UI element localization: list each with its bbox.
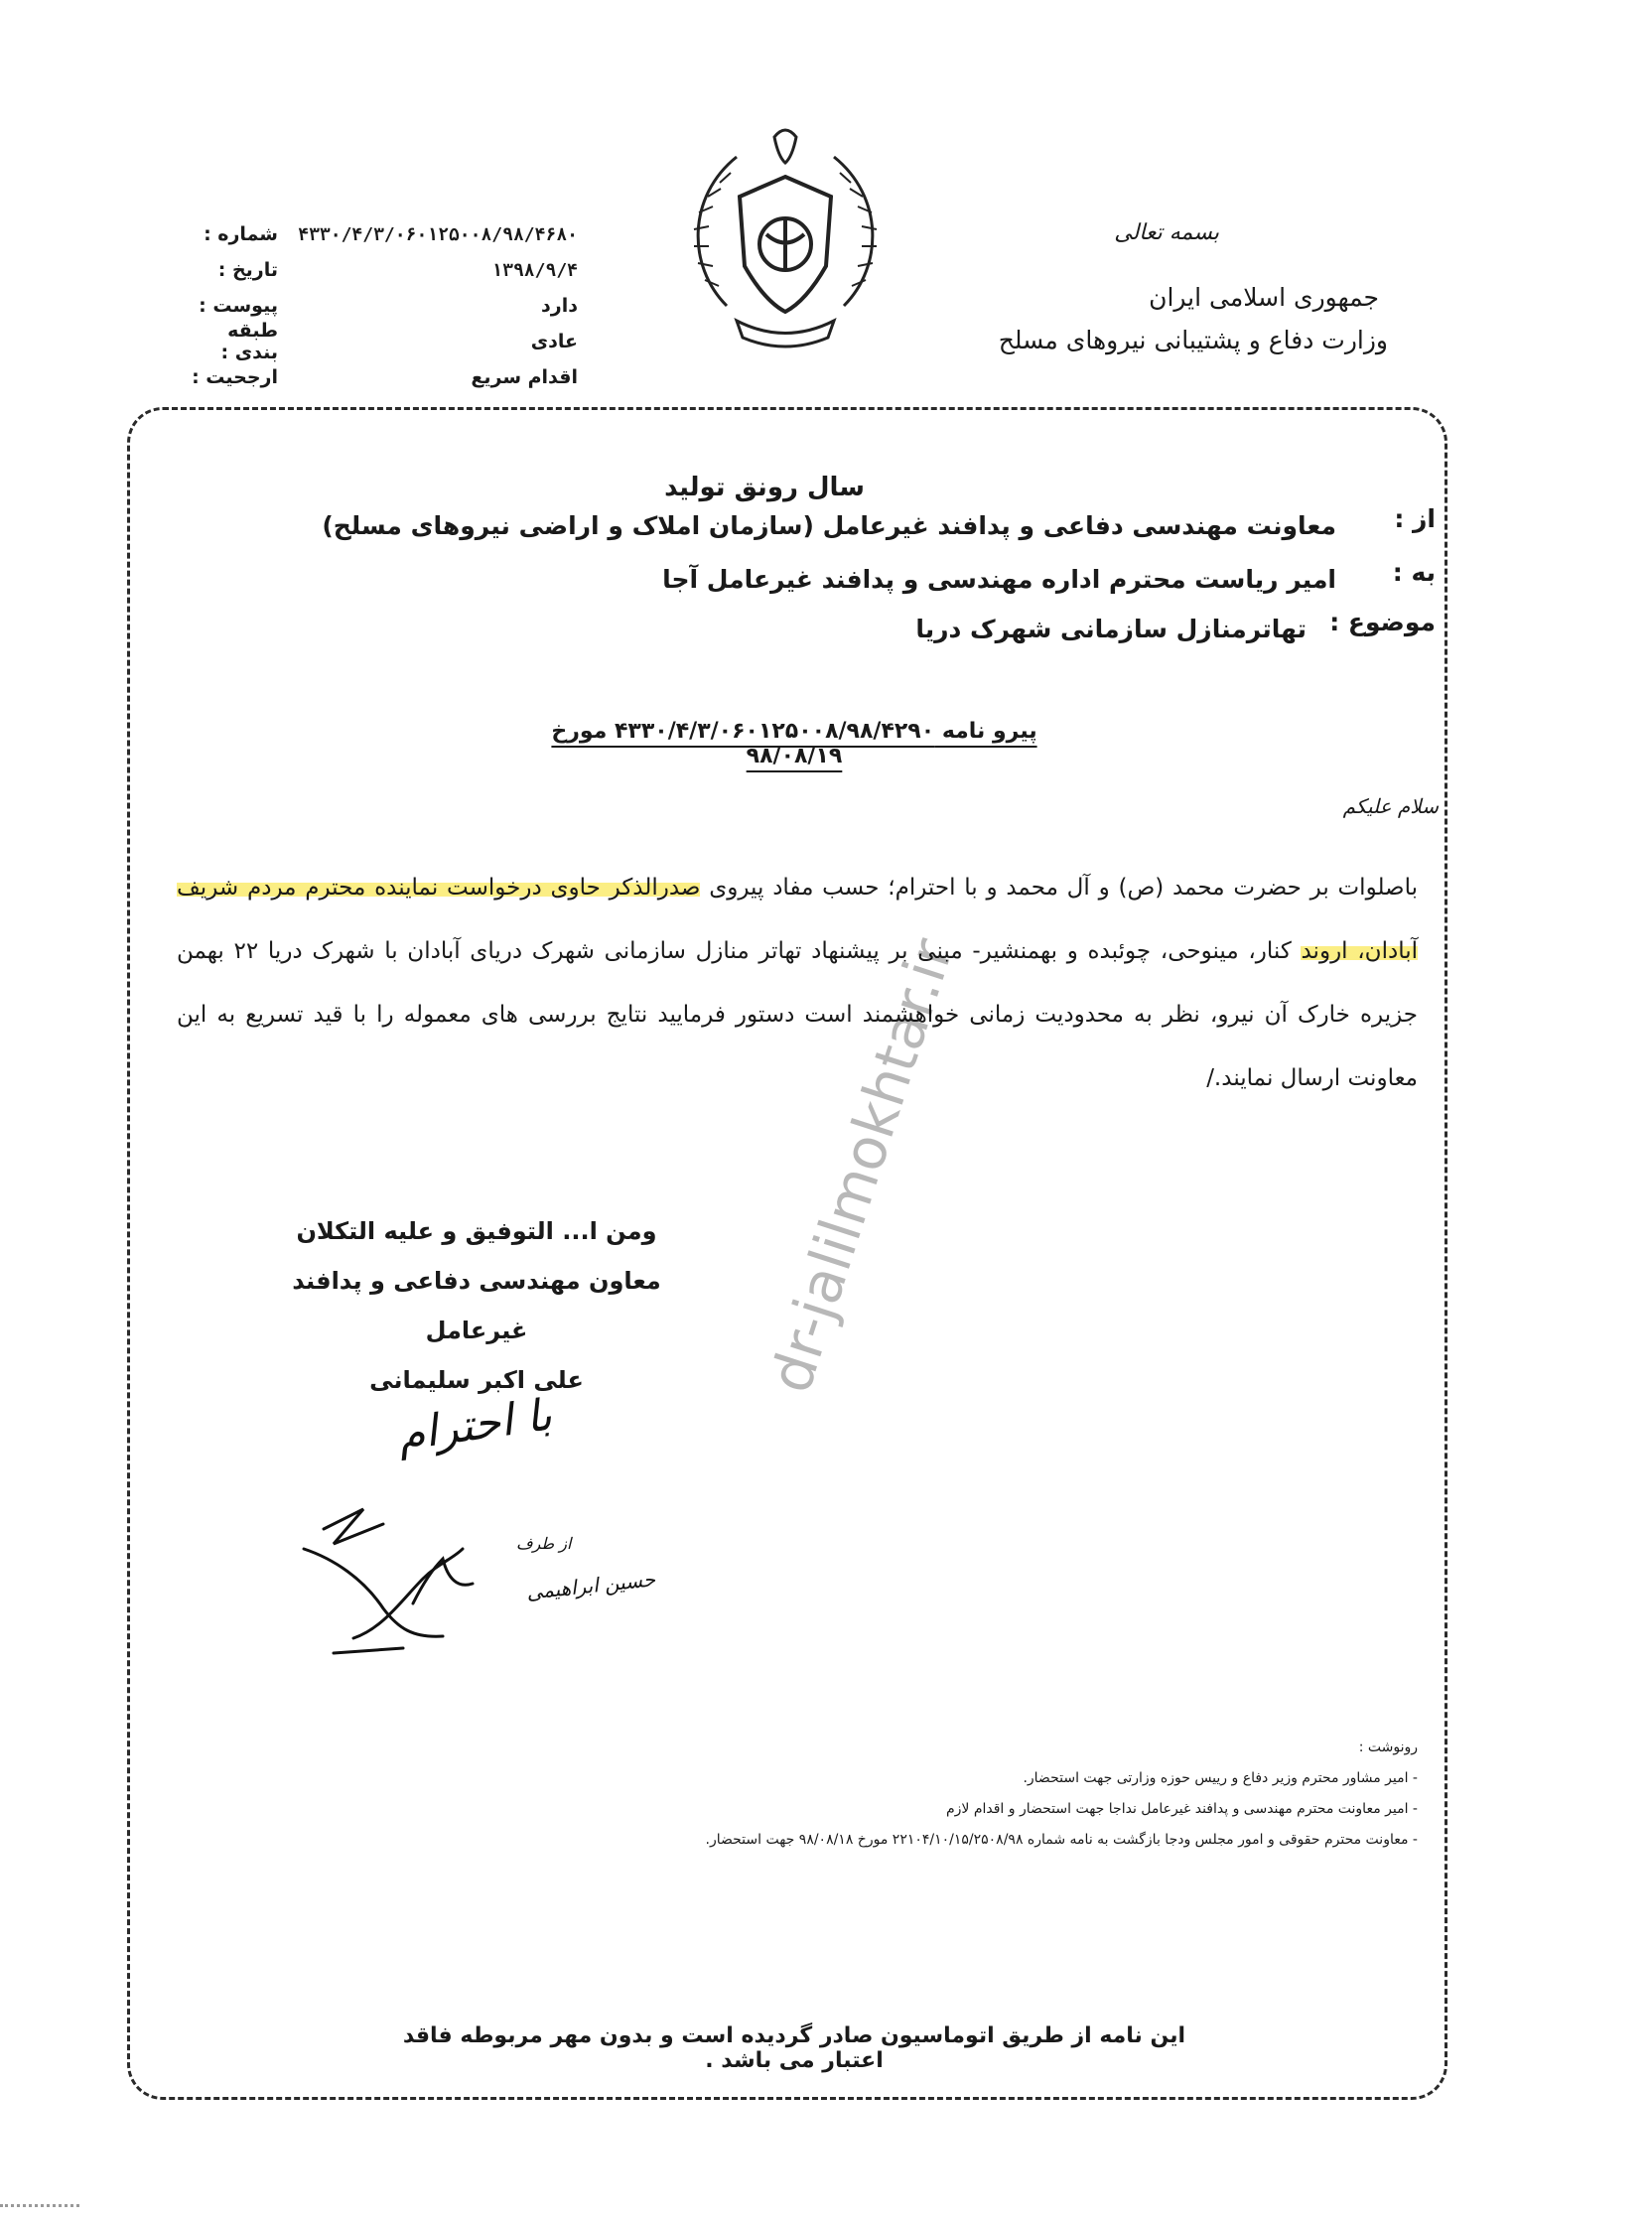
meta-label: پیوست : [199, 295, 278, 317]
ministry-emblem-logo [667, 117, 903, 355]
meta-value-date: ۱۳۹۸/۹/۴ [491, 259, 578, 281]
handwritten-respect: با احترام [394, 1389, 555, 1461]
meta-row-number [179, 216, 616, 252]
subject-label: موضوع : [1329, 608, 1436, 636]
signer-title: معاون مهندسی دفاعی و پدافند غیرعامل [292, 1267, 661, 1344]
republic-title: جمهوری اسلامی ایران [1149, 283, 1379, 312]
subject-line [284, 608, 1436, 651]
meta-label: تاریخ : [217, 259, 278, 281]
body-text-part1: باصلوات بر حضرت محمد (ص) و آل محمد و با احترام؛ حسب مفاد پیروی [700, 875, 1418, 901]
handwritten-name: حسین ابراهیمی [525, 1567, 657, 1604]
year-slogan: سال رونق تولید [664, 473, 865, 502]
ministry-title: وزارت دفاع و پشتیبانی نیروهای مسلح [998, 326, 1388, 354]
from-line [284, 504, 1436, 548]
meta-value-number: ۴۳۳۰/۴/۳/۰۶۰۱۲۵۰۰۸/۹۸/۴۶۸۰ [298, 223, 578, 245]
meta-label: ارجحیت : [192, 366, 278, 388]
reference-line: پیرو نامه ۴۳۳۰/۴/۳/۰۶۰۱۲۵۰۰۸/۹۸/۴۲۹۰ مورخ ۹۸/۰۸/۱۹ [551, 719, 1037, 768]
scan-edge-mark [0, 2204, 79, 2215]
meta-value-attachment: دارد [541, 295, 578, 317]
meta-value-priority: اقدام سریع [471, 366, 578, 388]
body-highlighted-text: صدرالذکر حاوی درخواست نماینده محترم مردم شریف آبادان، اروند [177, 875, 1418, 964]
signer-name: علی اکبر سلیمانی [369, 1366, 584, 1394]
signature-block [268, 1206, 685, 1405]
meta-row-classification [179, 320, 616, 363]
cc-list [524, 1733, 1418, 1856]
cc-item: - معاونت محترم حقوقی و امور مجلس ودجا بازگشت به نامه شماره ۲۲۱۰۴/۱۰/۱۵/۲۵۰۸/۹۸ مورخ ۹۸/۰۸/۱۸ جهت استحضار. [524, 1825, 1418, 1856]
to-value: امیر ریاست محترم اداره مهندسی و پدافند غیرعامل آجا [662, 565, 1336, 594]
meta-row-priority [179, 359, 616, 395]
meta-label: شماره : [204, 223, 278, 245]
closing-phrase: ومن ا... التوفیق و علیه التکلان [296, 1217, 657, 1245]
handwritten-note: از طرف [516, 1534, 572, 1553]
letter-meta [179, 216, 616, 395]
cc-title: رونوشت : [1358, 1739, 1418, 1755]
subject-value: تهاترمنازل سازمانی شهرک دریا [915, 615, 1307, 643]
watermark: dr-jalilmokhtar.ir [756, 930, 967, 1401]
greeting: سلام علیکم [1342, 794, 1439, 818]
from-label: از : [1394, 504, 1436, 533]
meta-label: طبقه بندی : [220, 320, 278, 363]
letter-body [177, 856, 1418, 1110]
basmala: بسمه تعالی [1114, 220, 1219, 245]
footer-notice: این نامه از طریق اتوماسیون صادر گردیده است و بدون مهر مربوطه فاقد اعتبار می باشد . [402, 2023, 1186, 2073]
meta-value-classification: عادی [530, 331, 578, 352]
body-text-part2: کنار، مینوحی، چوئبده و بهمنشیر- مبنی بر پیشنهاد تهاتر منازل سازمانی شهرک دریای آبادان با شهرک دریا ۲۲ بهمن جزیره خارک آن نیرو، نظر به محدودیت زمانی خواهشمند است دستور فرمایید نتایج بررسی های معموله را با قید تسریع به این معاونت ارسال نمایند./ [177, 938, 1418, 1091]
to-label: به : [1392, 558, 1436, 587]
meta-row-date [179, 252, 616, 288]
cc-item: - امیر مشاور محترم وزیر دفاع و رییس حوزه وزارتی جهت استحضار. [524, 1763, 1418, 1794]
signature-scribble [294, 1489, 552, 1658]
cc-item: - امیر معاونت محترم مهندسی و پدافند غیرعامل نداجا جهت استحضار و اقدام لازم [524, 1794, 1418, 1825]
to-line [284, 558, 1436, 602]
from-value: معاونت مهندسی دفاعی و پدافند غیرعامل (سازمان املاک و اراضی نیروهای مسلح) [322, 511, 1336, 540]
meta-row-attachment [179, 288, 616, 324]
